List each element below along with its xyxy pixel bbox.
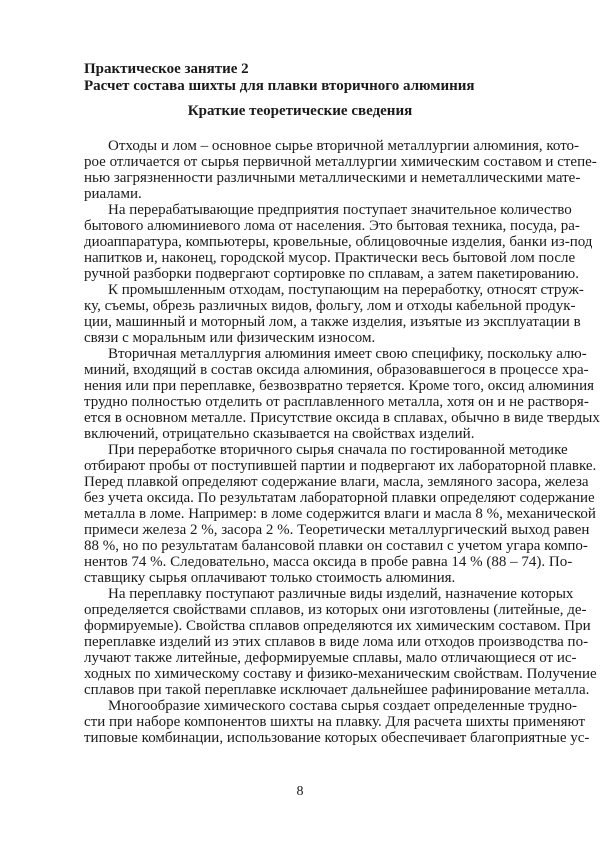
text-line: При переработке вторичного сырья сначала по гостированной методике [108, 442, 568, 458]
section-heading: Краткие теоретические сведения [187, 103, 413, 119]
text-line: типовые комбинации, использование которых обеспечивает благоприятные ус- [84, 730, 590, 746]
paragraph [84, 202, 593, 282]
paragraph [84, 346, 600, 442]
text-line: нения или при переплавке, безвозвратно теряется. Кроме того, оксид алюминия [84, 378, 594, 394]
paragraph [84, 698, 590, 746]
text-line: Вторичная металлургия алюминия имеет свою специфику, поскольку алю- [108, 346, 587, 362]
text-line: сти при наборе компонентов шихты на плавку. Для расчета шихты применяют [84, 714, 586, 730]
lesson-heading: Практическое занятие 2 [84, 61, 249, 77]
text-line: определяется свойствами сплавов, из которых они изготовлены (литейные, де- [84, 602, 587, 618]
text-line: формируемые). Свойства сплавов определяются их химическим составом. При [84, 618, 591, 634]
text-line: напитков и, наконец, городской мусор. Практически весь бытовой лом после [84, 250, 576, 266]
paragraph [84, 586, 597, 698]
text-line: Перед плавкой определяют содержание влаги, масла, земляного засора, железа [84, 474, 589, 490]
text-line: связи с моральным или физическим износом. [84, 330, 376, 346]
text-line: отбирают пробы от поступившей партии и подвергают их лабораторной плавке. [84, 458, 597, 474]
text-line: металла в ломе. Например: в ломе содержится влаги и масла 8 %, механической [84, 506, 596, 522]
text-line: ется в основном металле. Присутствие оксида в сплавах, обычно в виде твердых [84, 410, 600, 426]
text-line: Многообразие химического состава сырья создает определенные трудно- [108, 698, 578, 714]
text-line: бытового алюминиевого лома от населения. Это бытовая техника, посуда, ра- [84, 218, 580, 234]
paragraph [84, 282, 584, 346]
text-line: лучают также литейные, деформируемые сплавы, мало отличающиеся от ис- [84, 650, 577, 666]
text-line: включений, отрицательно сказывается на свойствах изделий. [84, 426, 475, 442]
lesson-title: Расчет состава шихты для плавки вторичного алюминия [84, 78, 475, 94]
text-line: 88 %, но по результатам балансовой плавки он составил с учетом угара компо- [84, 538, 588, 554]
text-line: На перерабатывающие предприятия поступает значительное количество [108, 202, 572, 218]
text-line: нентов 74 %. Следовательно, масса оксида в пробе равна 14 % (88 – 74). По- [84, 554, 573, 570]
text-line: нью загрязненности различными металлическими и неметаллическими мате- [84, 170, 581, 186]
text-line: рое отличается от сырья первичной металлургии химическим составом и степе- [84, 154, 597, 170]
paragraph [84, 442, 597, 586]
text-line: диоаппаратура, компьютеры, кровельные, облицовочные изделия, банки из-под [84, 234, 593, 250]
text-line: ходных по химическому составу и физико-механическим свойствам. Получение [84, 666, 597, 682]
text-line: трудно полностью отделить от расплавленного металла, хотя он и не растворя- [84, 394, 589, 410]
text-line: сплавов при такой переплавке исключает дальнейшее рафинирование металла. [84, 682, 590, 698]
text-line: ции, машинный и моторный лом, а также изделия, изъятые из эксплуатации в [84, 314, 581, 330]
text-line: риалами. [84, 186, 142, 202]
text-line: примеси железа 2 %, засора 2 %. Теоретически металлургический выход равен [84, 522, 590, 538]
text-line: ставщику сырья оплачивают только стоимость алюминия. [84, 570, 456, 586]
body-text [84, 138, 600, 746]
text-line: миний, входящий в состав оксида алюминия, образовавшегося в процессе хра- [84, 362, 589, 378]
text-line: Отходы и лом – основное сырье вторичной металлургии алюминия, кото- [108, 138, 580, 154]
paragraph [84, 138, 597, 202]
text-line: ку, съемы, обрезь различных видов, фольгу, лом и отходы кабельной продук- [84, 298, 576, 314]
text-line: без учета оксида. По результатам лабораторной плавки определяют содержание [84, 490, 595, 506]
page-number: 8 [296, 784, 304, 799]
text-line: ручной разборки подвергают сортировке по сплавам, а затем пакетированию. [84, 266, 579, 282]
text-line: переплавке изделий из этих сплавов в виде лома или отходов производства по- [84, 634, 589, 650]
text-line: К промышленным отходам, поступающим на переработку, относят струж- [108, 282, 584, 298]
text-line: На переплавку поступают различные виды изделий, назначение которых [108, 586, 574, 602]
